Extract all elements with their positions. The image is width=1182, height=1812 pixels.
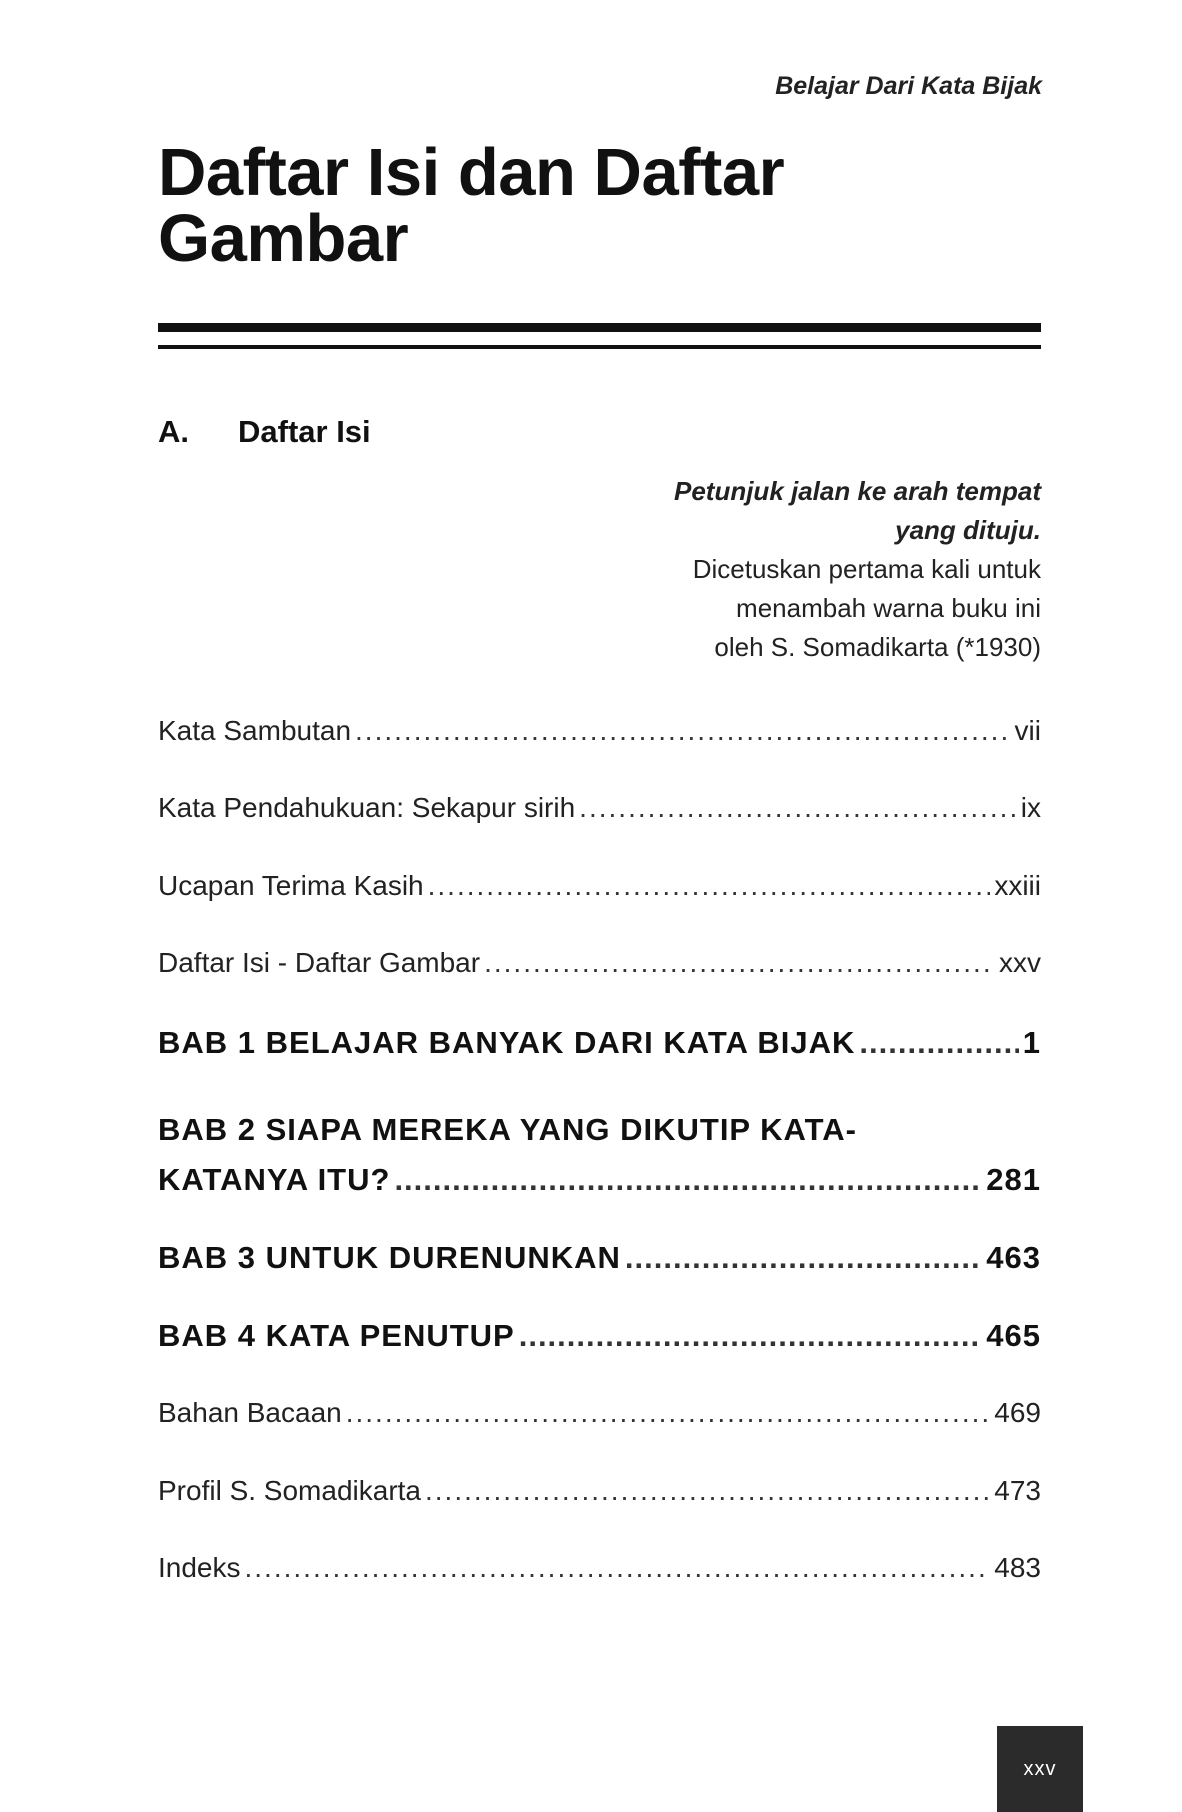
toc-entry-bab-3[interactable] xyxy=(158,1240,1041,1276)
toc-entry-bab-2-line-1[interactable]: BAB 2 SIAPA MEREKA YANG DIKUTIP KATA- xyxy=(158,1112,857,1147)
epigraph-note-line-3: oleh S. Somadikarta (*1930) xyxy=(714,632,1041,662)
toc-entry-page: 465 xyxy=(986,1318,1041,1353)
page-title: Daftar Isi dan Daftar Gambar xyxy=(158,135,785,276)
toc-dot-leader xyxy=(245,1552,991,1584)
running-header: Belajar Dari Kata Bijak xyxy=(775,72,1042,100)
toc-entry-ucapan-terima-kasih[interactable] xyxy=(158,870,1041,902)
toc-entry-profil[interactable] xyxy=(158,1475,1041,1507)
toc-entry-kata-sambutan[interactable] xyxy=(158,715,1041,747)
toc-entry-page: 1 xyxy=(1022,1025,1041,1060)
toc-entry-page: vii xyxy=(1014,715,1041,746)
toc-dot-leader xyxy=(355,715,1011,747)
toc-entry-label: Profil S. Somadikarta xyxy=(158,1475,421,1506)
epigraph-note-line-1: Dicetuskan pertama kali untuk xyxy=(692,554,1041,584)
toc-entry-page: ix xyxy=(1020,792,1041,823)
toc-entry-page: xxiii xyxy=(994,870,1041,901)
toc-entry-kata-pendahukuan[interactable] xyxy=(158,792,1041,824)
toc-entry-label: Bahan Bacaan xyxy=(158,1397,342,1428)
toc-dot-leader xyxy=(625,1240,982,1276)
toc-entry-label: BAB 4 KATA PENUTUP xyxy=(158,1318,515,1353)
toc-entry-bahan-bacaan[interactable] xyxy=(158,1397,1041,1429)
epigraph-quote-line-2: yang dituju. xyxy=(895,515,1041,545)
toc-entry-page: 469 xyxy=(994,1397,1041,1428)
toc-entry-page: 473 xyxy=(994,1475,1041,1506)
toc-entry-indeks[interactable] xyxy=(158,1552,1041,1584)
toc-dot-leader xyxy=(859,1025,1018,1061)
toc-entry-bab-4[interactable] xyxy=(158,1318,1041,1354)
toc-entry-label: Daftar Isi - Daftar Gambar xyxy=(158,947,481,978)
toc-dot-leader xyxy=(394,1162,982,1198)
toc-entry-label: Indeks xyxy=(158,1552,241,1583)
toc-entry-daftar-isi[interactable] xyxy=(158,947,1041,979)
epigraph-note-line-2: menambah warna buku ini xyxy=(736,593,1041,623)
toc-entry-page: xxv xyxy=(999,947,1041,978)
toc-entry-label: BAB 1 BELAJAR BANYAK DARI KATA BIJAK xyxy=(158,1025,856,1060)
page-number: xxv xyxy=(997,1726,1083,1812)
toc-entry-page: 463 xyxy=(986,1240,1041,1275)
toc-dot-leader xyxy=(428,870,991,902)
section-letter: A. xyxy=(158,414,189,449)
toc-dot-leader xyxy=(579,792,1017,824)
toc-entry-page: 281 xyxy=(986,1162,1041,1197)
toc-entry-page: 483 xyxy=(994,1552,1041,1583)
toc-dot-leader xyxy=(484,947,995,979)
toc-entry-bab-1[interactable] xyxy=(158,1025,1041,1061)
title-rule-thick xyxy=(158,323,1041,332)
toc-entry-label: Kata Sambutan xyxy=(158,715,352,746)
section-title: Daftar Isi xyxy=(238,414,371,449)
toc-entry-label: BAB 3 UNTUK DURENUNKAN xyxy=(158,1240,621,1275)
toc-entry-label: KATANYA ITU? xyxy=(158,1162,391,1197)
toc-entry-bab-2[interactable] xyxy=(158,1162,1041,1198)
title-rule-thin xyxy=(158,345,1041,349)
toc-entry-label: Kata Pendahukuan: Sekapur sirih xyxy=(158,792,576,823)
section-heading xyxy=(158,414,371,450)
toc-entry-label: Ucapan Terima Kasih xyxy=(158,870,424,901)
toc-dot-leader xyxy=(519,1318,983,1354)
epigraph xyxy=(521,472,1041,667)
toc-dot-leader xyxy=(346,1397,991,1429)
toc-dot-leader xyxy=(425,1475,990,1507)
epigraph-quote-line-1: Petunjuk jalan ke arah tempat xyxy=(673,476,1041,506)
